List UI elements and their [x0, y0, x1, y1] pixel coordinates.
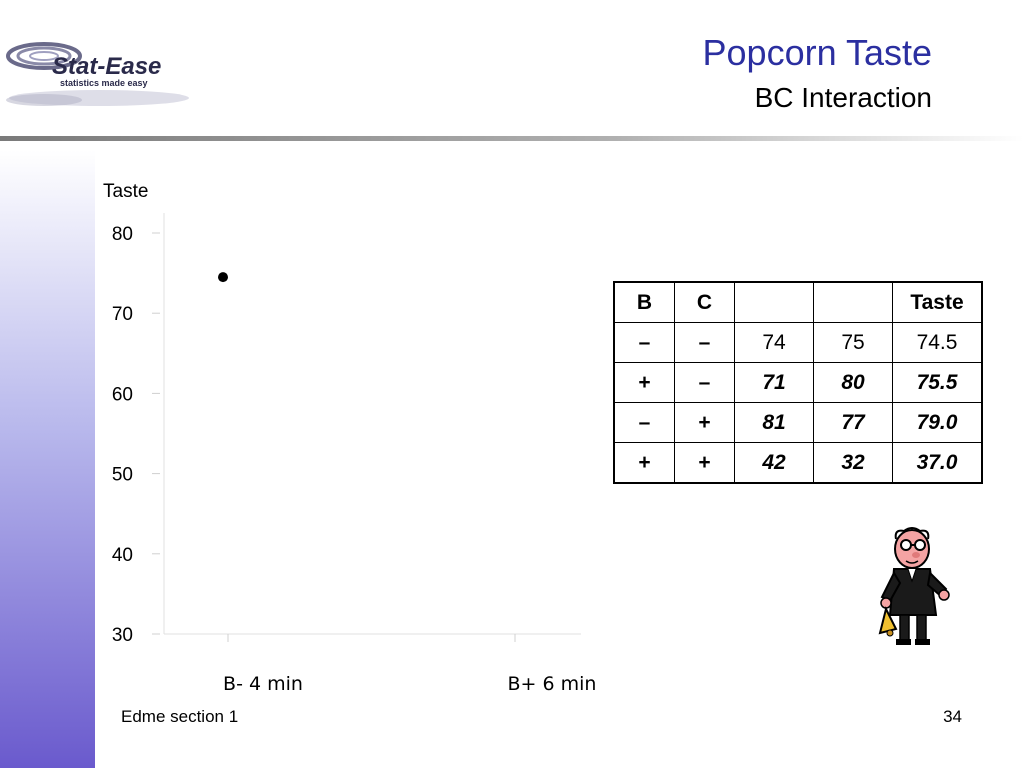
table-row — [614, 403, 982, 443]
cell-run-1: 42 — [735, 443, 814, 484]
professor-character-icon — [872, 525, 956, 650]
y-tick-label: 80 — [111, 224, 133, 245]
header-c: C — [675, 282, 735, 323]
data-point — [218, 272, 228, 282]
cell-run-1: 71 — [735, 363, 814, 403]
data-table — [613, 281, 983, 484]
cell-taste: 37.0 — [893, 443, 983, 484]
svg-text:statistics made easy: statistics made easy — [60, 78, 148, 88]
cell-taste: 75.5 — [893, 363, 983, 403]
cell-c: – — [675, 323, 735, 363]
cell-b: + — [614, 443, 675, 484]
cell-run-1: 81 — [735, 403, 814, 443]
x-category-label: B+ 6 min — [507, 673, 597, 695]
slide-title: Popcorn Taste — [702, 32, 932, 73]
cell-run-1: 74 — [735, 323, 814, 363]
footer-text: Edme section 1 — [121, 707, 239, 726]
cell-run-2: 80 — [814, 363, 893, 403]
cell-b: + — [614, 363, 675, 403]
table-row — [614, 443, 982, 484]
page-number: 34 — [943, 707, 962, 726]
cell-run-2: 75 — [814, 323, 893, 363]
header-taste: Taste — [893, 282, 983, 323]
cell-c: – — [675, 363, 735, 403]
slide-subtitle: BC Interaction — [754, 82, 932, 113]
y-tick-label: 70 — [111, 304, 133, 326]
header-b: B — [614, 282, 675, 323]
y-tick-label: 30 — [111, 625, 133, 646]
table-header-row — [614, 282, 982, 323]
y-tick-label: 40 — [111, 544, 133, 566]
stat-ease-logo — [4, 36, 194, 110]
table-row — [614, 363, 982, 403]
x-category-label: B- 4 min — [223, 673, 303, 695]
svg-text:Stat-Ease: Stat-Ease — [52, 53, 162, 80]
interaction-chart — [95, 200, 615, 700]
y-tick-label: 60 — [111, 384, 133, 406]
cell-taste: 79.0 — [893, 403, 983, 443]
header-blank-1 — [735, 282, 814, 323]
cell-b: – — [614, 323, 675, 363]
cell-taste: 74.5 — [893, 323, 983, 363]
left-gradient-bar — [0, 150, 95, 768]
table-row — [614, 323, 982, 363]
y-tick-label: 50 — [111, 464, 133, 486]
cell-run-2: 77 — [814, 403, 893, 443]
header-divider — [0, 136, 1024, 141]
cell-c: + — [675, 403, 735, 443]
cell-b: – — [614, 403, 675, 443]
cell-run-2: 32 — [814, 443, 893, 484]
header-blank-2 — [814, 282, 893, 323]
y-axis-label: Taste — [103, 181, 149, 202]
cell-c: + — [675, 443, 735, 484]
